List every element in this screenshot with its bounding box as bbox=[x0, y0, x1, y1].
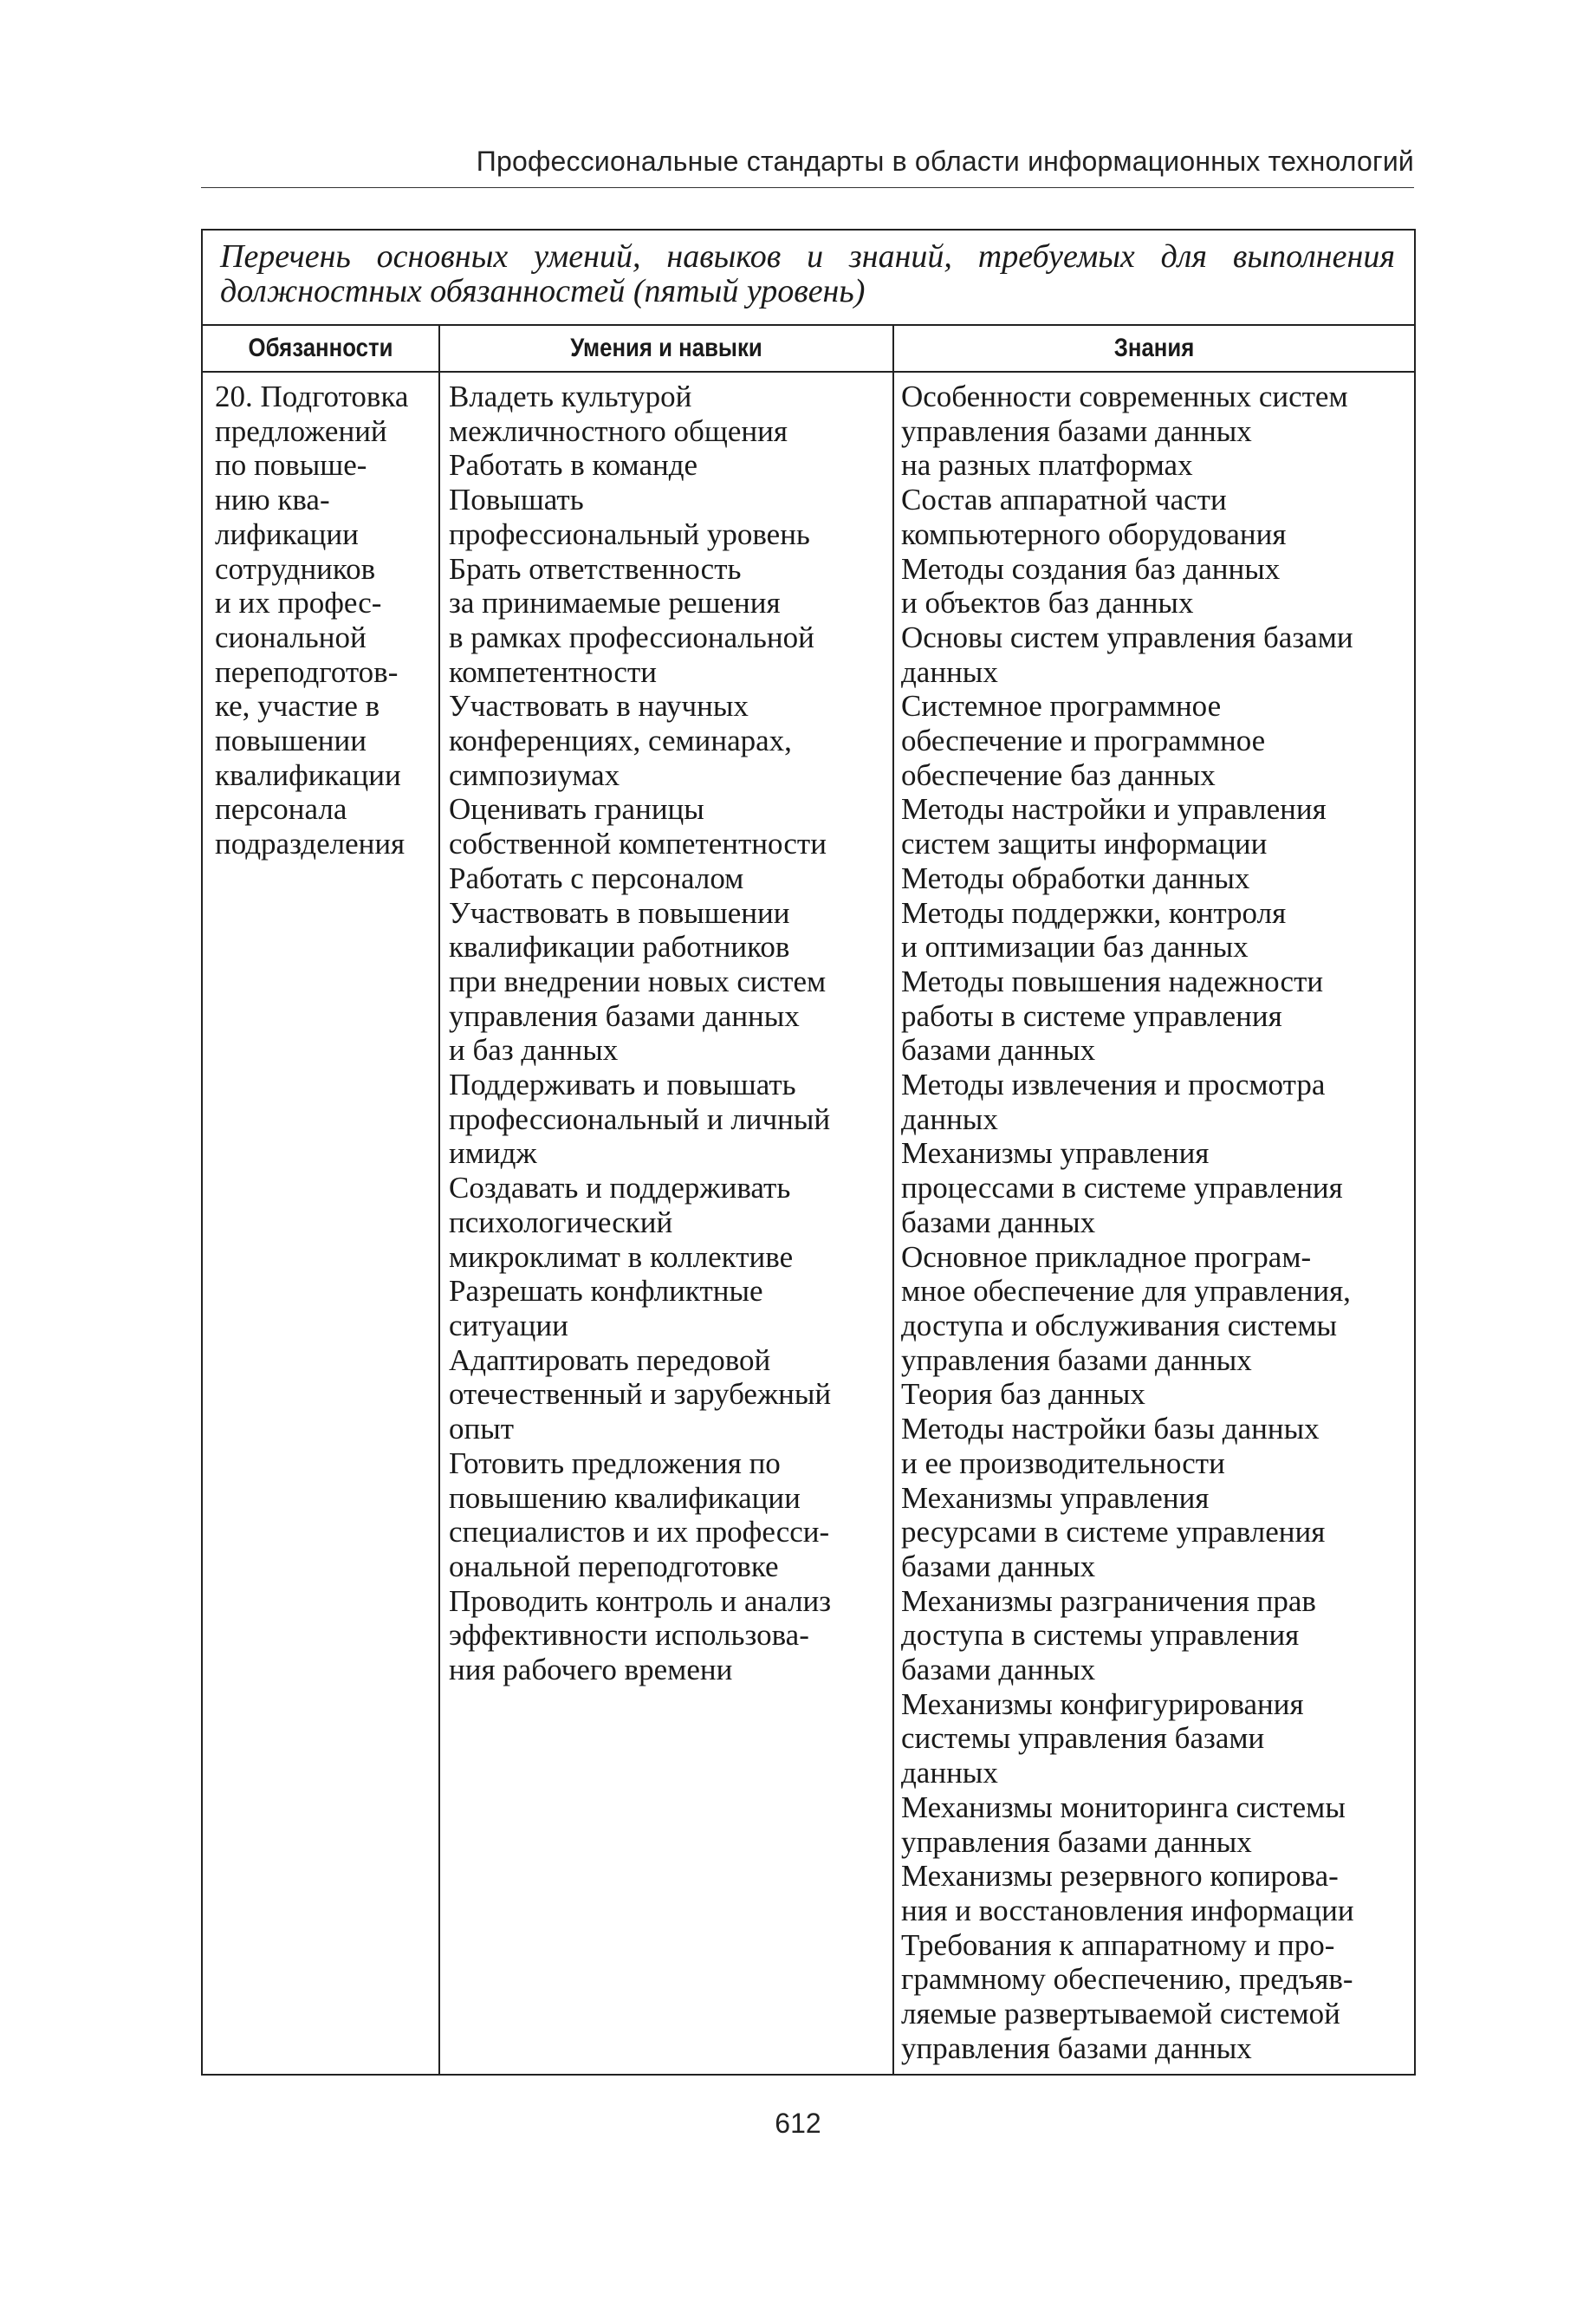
competency-table bbox=[201, 229, 1416, 2076]
page-number: 612 bbox=[775, 2108, 821, 2139]
header-rule bbox=[201, 187, 1414, 188]
table-header-row bbox=[203, 326, 1414, 373]
table-caption-line-1: Перечень основных умений, навыков и знаний, требуемых для выполнения bbox=[220, 238, 1395, 275]
table-caption bbox=[203, 231, 1414, 326]
column-header-duties: Обязанности bbox=[248, 334, 393, 362]
table-caption-line-2: должностных обязанностей (пятый уровень) bbox=[220, 273, 866, 309]
column-header-knowledge: Знания bbox=[1113, 334, 1195, 362]
duties-cell: 20. Подготовка предложений по повыше- нию ква- лификации сотрудников и их профес- сиональной переподготов- ке, участие в повышении квалификации персонала подразделения bbox=[215, 380, 409, 861]
column-divider bbox=[892, 326, 894, 2074]
running-header: Профессиональные стандарты в области информационных технологий bbox=[476, 146, 1414, 177]
knowledge-cell: Особенности современных систем управления базами данных на разных платформах Состав аппаратной части компьютерного оборудования Методы создания баз данных и объектов баз данных Основы систем управления базами данных Системное программное обеспечение и программное обеспечение баз данных Методы настройки и управления систем защиты информации Методы обработки данных Методы поддержки, контроля и оптимизации баз данных Методы повышения надежности работы в системе управления базами данных Методы извлечения и просмотра данных Механизмы управления процессами в системе управления базами данных Основное прикладное програм- мное обеспечение для управления, доступа и обслуживания системы управления базами данных Теория баз данных Методы настройки базы данных и ее производительности Механизмы управления ресурсами в системе управления базами данных Механизмы разграничения прав доступа в системы управления базами данных Механизмы конфигурирования системы управления базами данных Механизмы мониторинга системы управления базами данных Механизмы резервного копирова- ния и восстановления информации Требования к аппаратному и про- граммному обеспечению, предъяв- ляемые развертываемой системой управления базами данных bbox=[901, 380, 1354, 2065]
skills-cell: Владеть культурой межличностного общения Работать в команде Повышать профессиональный уровень Брать ответственность за принимаемые решения в рамках профессиональной компетентности Участвовать в научных конференциях, семинарах, симпозиумах Оценивать границы собственной компетентности Работать с персоналом Участвовать в повышении квалификации работников при внедрении новых систем управления базами данных и баз данных Поддерживать и повышать профессиональный и личный имидж Создавать и поддерживать психологический микроклимат в коллективе Разрешать конфликтные ситуации Адаптировать передовой отечественный и зарубежный опыт Готовить предложения по повышению квалификации специалистов и их професси- ональной переподготовке Проводить контроль и анализ эффективности использова- ния рабочего времени bbox=[449, 380, 832, 1687]
column-header-skills: Умения и навыки bbox=[570, 334, 762, 362]
